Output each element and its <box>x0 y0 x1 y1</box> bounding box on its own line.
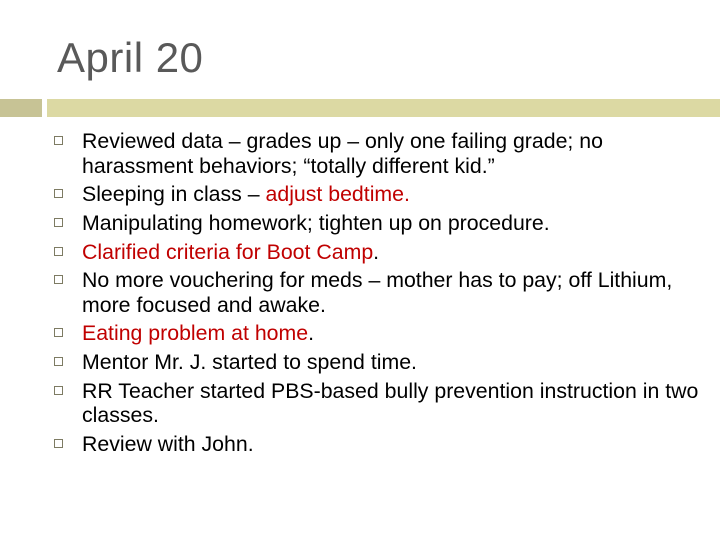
square-bullet-icon <box>54 189 63 198</box>
bullet-text: . <box>373 239 380 264</box>
bullet-item <box>54 182 704 207</box>
square-bullet-icon <box>54 386 63 395</box>
bullet-item <box>54 240 704 265</box>
bullet-text: . <box>308 321 315 346</box>
bullet-list <box>54 129 704 461</box>
square-bullet-icon <box>54 218 63 227</box>
bullet-item <box>54 432 704 457</box>
bullet-item <box>54 321 704 346</box>
bullet-text: Manipulating homework; tighten up on procedure. <box>82 210 550 235</box>
bullet-text: Eating problem at home <box>82 321 309 346</box>
bullet-item <box>54 379 704 428</box>
bullet-item <box>54 350 704 375</box>
bullet-item <box>54 211 704 236</box>
square-bullet-icon <box>54 275 63 284</box>
bullet-text: RR Teacher started PBS-based bully prevention instruction in two classes. <box>82 378 699 428</box>
slide-title: April 20 <box>57 34 204 81</box>
square-bullet-icon <box>54 247 63 256</box>
bullet-text: Clarified criteria for Boot Camp <box>82 239 374 264</box>
square-bullet-icon <box>54 439 63 448</box>
bullet-text: Mentor Mr. J. started to spend time. <box>82 350 417 375</box>
bullet-item <box>54 129 704 178</box>
bullet-text: Reviewed data – grades up – only one failing grade; no harassment behaviors; “totally different kid.” <box>82 129 603 178</box>
square-bullet-icon <box>54 136 63 145</box>
bullet-text: Sleeping in class – <box>82 182 266 207</box>
bullet-text: No more vouchering for meds – mother has to pay; off Lithium, more focused and awake. <box>82 268 673 317</box>
accent-bar <box>47 99 720 117</box>
bullet-text: adjust bedtime. <box>265 182 410 207</box>
square-bullet-icon <box>54 328 63 337</box>
bullet-item <box>54 268 704 317</box>
accent-bar-left <box>0 99 42 117</box>
bullet-text: Review with John. <box>82 432 254 456</box>
square-bullet-icon <box>54 357 63 366</box>
